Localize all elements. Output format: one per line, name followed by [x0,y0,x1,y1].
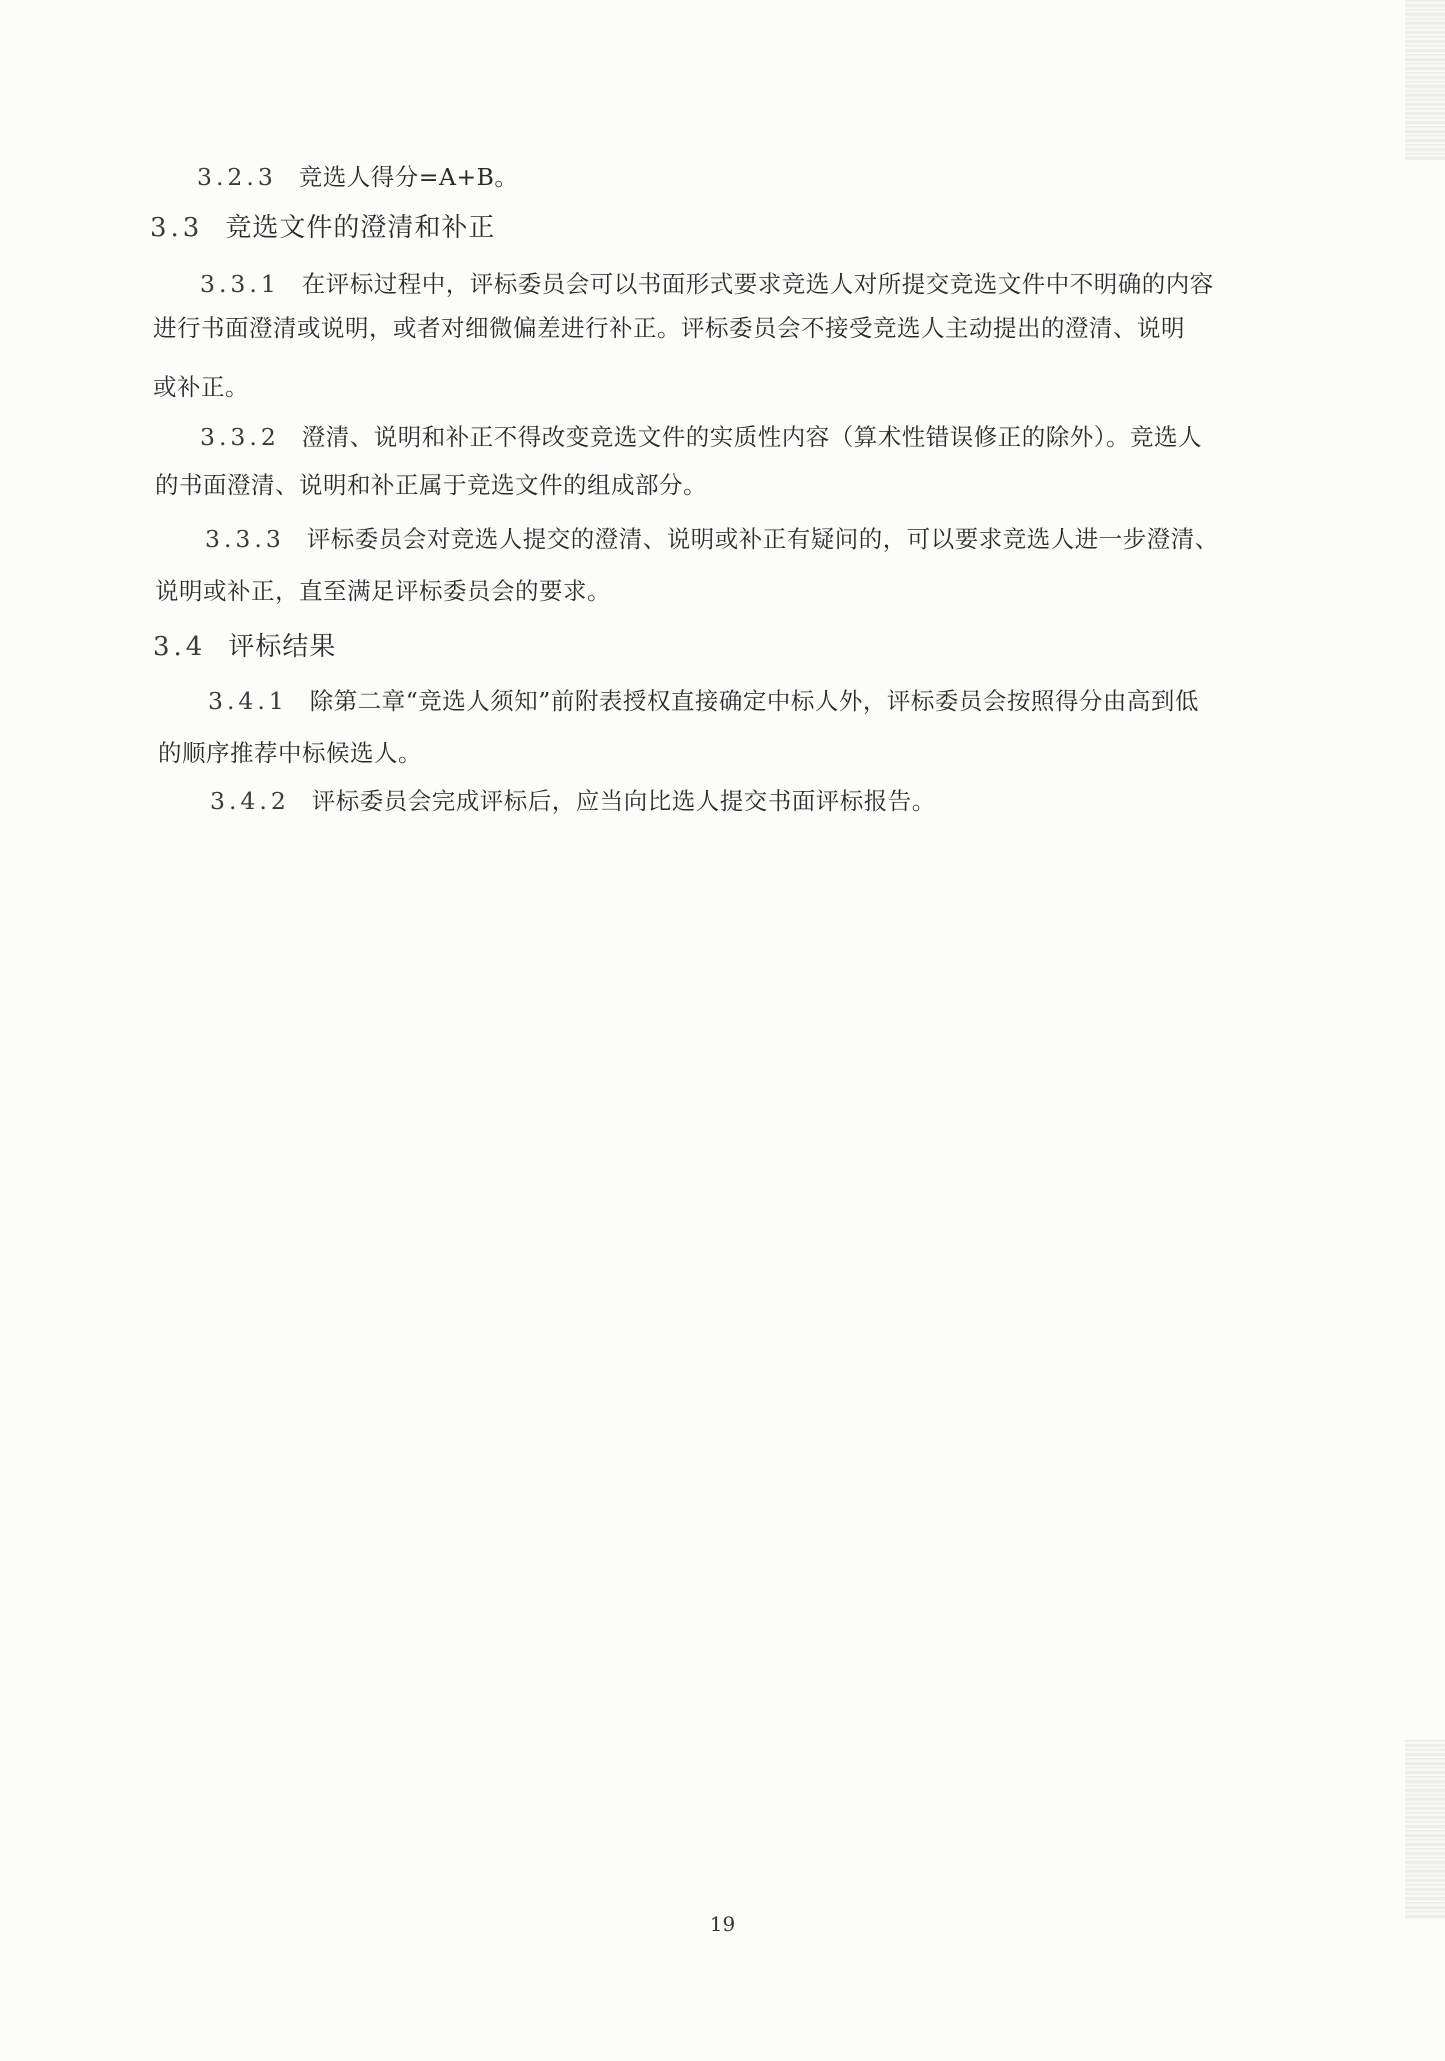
section-number: 3.3 [150,213,204,243]
clause-number: 3.2.3 [197,163,277,191]
clause-3-4-1 [208,684,1199,718]
clause-3-3-2 [200,420,1202,454]
section-title: 评标结果 [228,632,337,662]
scan-edge-noise [1405,1740,1445,1920]
clause-3-3-2-cont [155,468,707,502]
clause-text-line: 的书面澄清、说明和补正属于竞选文件的组成部分。 [155,471,707,499]
page-number: 19 [709,1912,736,1936]
section-heading-3-4 [153,630,336,664]
clause-3-2-3 [197,160,518,194]
clause-text-line: 评标委员会对竞选人提交的澄清、说明或补正有疑问的，可以要求竞选人进一步澄清、 [306,525,1219,553]
clause-3-3-3-cont [155,574,611,608]
clause-text-line: 除第二章“竞选人须知”前附表授权直接确定中标人外，评标委员会按照得分由高到低 [309,687,1199,715]
clause-text-line: 或补正。 [153,373,249,401]
clause-number: 3.3.1 [200,270,280,298]
clause-text: 竞选人得分=A+B。 [298,163,519,191]
clause-3-3-1-cont [153,311,1185,345]
clause-number: 3.4.1 [208,687,288,715]
section-number: 3.4 [153,632,207,662]
clause-text-line: 在评标过程中，评标委员会可以书面形式要求竞选人对所提交竞选文件中不明确的内容 [301,270,1214,298]
scan-edge-noise [1405,0,1445,160]
section-title: 竞选文件的澄清和补正 [225,213,496,243]
clause-3-4-1-cont [158,736,422,770]
clause-3-3-1 [200,267,1214,301]
section-heading-3-3 [150,211,495,245]
clause-3-3-3 [205,522,1219,556]
clause-text-line: 澄清、说明和补正不得改变竞选文件的实质性内容（算术性错误修正的除外）。竞选人 [301,423,1203,451]
clause-text-line: 说明或补正，直至满足评标委员会的要求。 [155,577,611,605]
clause-text-line: 进行书面澄清或说明，或者对细微偏差进行补正。评标委员会不接受竞选人主动提出的澄清、说明 [153,314,1185,342]
clause-text: 评标委员会完成评标后，应当向比选人提交书面评标报告。 [311,787,936,815]
clause-number: 3.4.2 [210,787,290,815]
clause-3-3-1-cont [153,370,249,404]
clause-text-line: 的顺序推荐中标候选人。 [158,739,422,767]
clause-3-4-2 [210,784,936,818]
clause-number: 3.3.3 [205,525,285,553]
clause-number: 3.3.2 [200,423,280,451]
